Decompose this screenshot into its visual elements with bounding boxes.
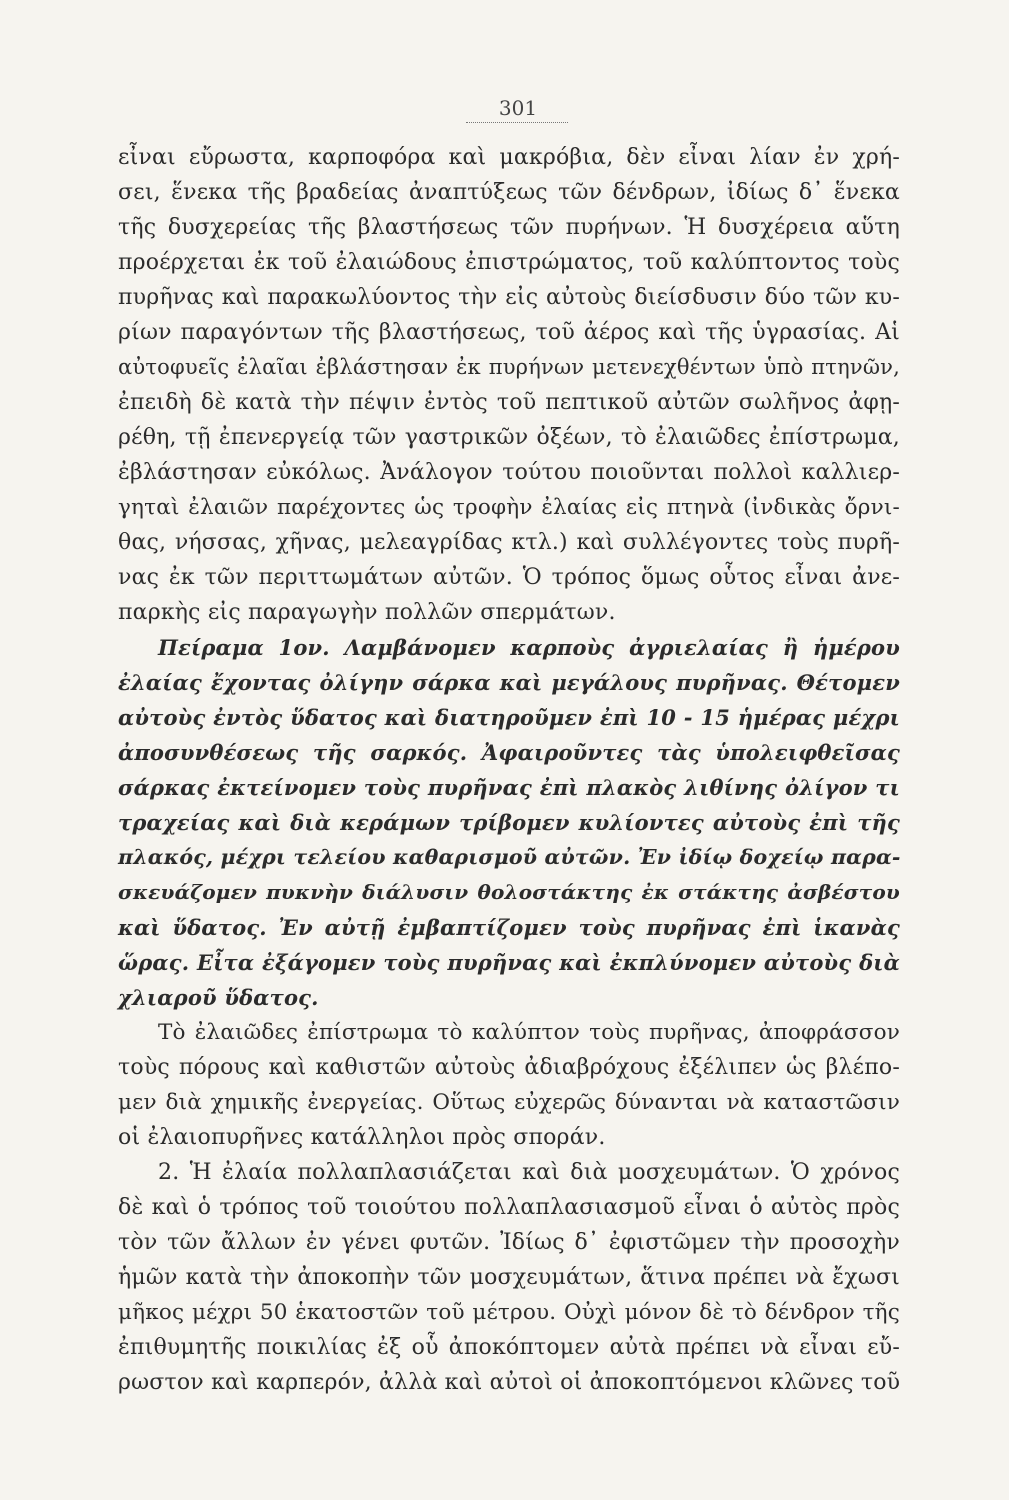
experiment-line: Πείραμα 1ον. Λαμβάνομεν καρποὺς ἀγριελαίας ἢ ἡμέρου: [158, 635, 900, 660]
text-line: ἐπειδὴ δὲ κατὰ τὴν πέψιν ἐντὸς τοῦ πεπτικοῦ αὐτῶν σωλῆνος ἀφῃ-: [118, 390, 900, 415]
text-line: ἐπιθυμητῆς ποικιλίας ἐξ οὗ ἀποκόπτομεν αὐτὰ πρέπει νὰ εἶναι εὔ-: [118, 1335, 900, 1360]
experiment-line: χλιαροῦ ὕδατος.: [118, 985, 319, 1010]
text-line: παρκὴς εἰς παραγωγὴν πολλῶν σπερμάτων.: [118, 600, 616, 625]
text-line: γηταὶ ἐλαιῶν παρέχοντες ὡς τροφὴν ἐλαίας εἰς πτηνὰ (ἰνδικὰς ὄρνι-: [118, 495, 900, 520]
text-line: πυρῆνας καὶ παρακωλύοντος τὴν εἰς αὐτοὺς διείσδυσιν δύο τῶν κυ-: [118, 285, 900, 310]
text-line: μῆκος μέχρι 50 ἑκατοστῶν τοῦ μέτρου. Οὐχὶ μόνον δὲ τὸ δένδρον τῆς: [118, 1300, 900, 1325]
experiment-line: σκευάζομεν πυκνὴν διάλυσιν θολοστάκτης ἐκ στάκτης ἀσβέστου: [118, 880, 900, 904]
text-line: ρέθη, τῇ ἐπενεργείᾳ τῶν γαστρικῶν ὀξέων, τὸ ἐλαιῶδες ἐπίστρωμα,: [118, 425, 900, 450]
text-line: ρίων παραγόντων τῆς βλαστήσεως, τοῦ ἀέρος καὶ τῆς ὑγρασίας. Αἱ: [118, 320, 900, 345]
text-line: μεν διὰ χημικῆς ἐνεργείας. Οὕτως εὐχερῶς δύνανται νὰ καταστῶσιν: [118, 1090, 900, 1115]
text-line: προέρχεται ἐκ τοῦ ἐλαιώδους ἐπιστρώματος, τοῦ καλύπτοντος τοὺς: [118, 250, 900, 275]
text-line: τοὺς πόρους καὶ καθιστῶν αὐτοὺς ἀδιαβρόχους ἐξέλιπεν ὡς βλέπο-: [118, 1055, 900, 1080]
experiment-line: τραχείας καὶ διὰ κεράμων τρίβομεν κυλίοντες αὐτοὺς ἐπὶ τῆς: [118, 810, 900, 835]
experiment-line: καὶ ὕδατος. Ἐν αὐτῇ ἐμβαπτίζομεν τοὺς πυρῆνας ἐπὶ ἱκανὰς: [118, 915, 900, 940]
text-line: θας, νήσσας, χῆνας, μελεαγρίδας κτλ.) καὶ συλλέγοντες τοὺς πυρῆ-: [118, 530, 900, 555]
experiment-line: πλακός, μέχρι τελείου καθαρισμοῦ αὐτῶν. Ἐν ἰδίῳ δοχείῳ παρα-: [118, 845, 901, 869]
text-line: τὸν τῶν ἄλλων ἐν γένει φυτῶν. Ἰδίως δ᾽ ἐφιστῶμεν τὴν προσοχὴν: [118, 1230, 900, 1255]
text-line: σει, ἕνεκα τῆς βραδείας ἀναπτύξεως τῶν δένδρων, ἰδίως δ᾽ ἕνεκα: [118, 180, 900, 205]
text-line: οἱ ἐλαιοπυρῆνες κατάλληλοι πρὸς σποράν.: [118, 1125, 606, 1150]
text-line: εἶναι εὔρωστα, καρποφόρα καὶ μακρόβια, δὲν εἶναι λίαν ἐν χρή-: [118, 145, 900, 170]
text-line: Τὸ ἐλαιῶδες ἐπίστρωμα τὸ καλύπτον τοὺς πυρῆνας, ἀποφράσσον: [158, 1020, 900, 1045]
text-line: 2. Ἡ ἐλαία πολλαπλασιάζεται καὶ διὰ μοσχευμάτων. Ὁ χρόνος: [158, 1160, 900, 1185]
text-line: ἡμῶν κατὰ τὴν ἀποκοπὴν τῶν μοσχευμάτων, ἅτινα πρέπει νὰ ἔχωσι: [118, 1265, 900, 1290]
text-line: τῆς δυσχερείας τῆς βλαστήσεως τῶν πυρήνων. Ἡ δυσχέρεια αὕτη: [118, 215, 900, 240]
body-text: [118, 140, 900, 1400]
page-number-rule: [466, 122, 568, 123]
text-line: ἐβλάστησαν εὐκόλως. Ἀνάλογον τούτου ποιοῦνται πολλοὶ καλλιερ-: [118, 460, 900, 485]
experiment-line: ἀποσυνθέσεως τῆς σαρκός. Ἀφαιροῦντες τὰς ὑπολειφθεῖσας: [118, 740, 900, 765]
text-line: δὲ καὶ ὁ τρόπος τοῦ τοιούτου πολλαπλασιασμοῦ εἶναι ὁ αὐτὸς πρὸς: [118, 1195, 900, 1220]
experiment-line: σάρκας ἐκτείνομεν τοὺς πυρῆνας ἐπὶ πλακὸς λιθίνης ὀλίγον τι: [118, 775, 900, 800]
experiment-line: ὥρας. Εἶτα ἐξάγομεν τοὺς πυρῆνας καὶ ἐκπλύνομεν αὐτοὺς διὰ: [118, 950, 900, 975]
page-number: 301: [498, 96, 538, 120]
experiment-line: ἐλαίας ἔχοντας ὀλίγην σάρκα καὶ μεγάλους πυρῆνας. Θέτομεν: [118, 670, 900, 695]
text-line: αὐτοφυεῖς ἐλαῖαι ἐβλάστησαν ἐκ πυρήνων μετενεχθέντων ὑπὸ πτηνῶν,: [118, 355, 900, 379]
experiment-line: αὐτοὺς ἐντὸς ὕδατος καὶ διατηροῦμεν ἐπὶ 10 - 15 ἡμέρας μέχρι: [118, 705, 900, 730]
text-line: ρωστον καὶ καρπερόν, ἀλλὰ καὶ αὐτοὶ οἱ ἀποκοπτόμενοι κλῶνες τοῦ: [118, 1370, 901, 1395]
text-line: νας ἐκ τῶν περιττωμάτων αὐτῶν. Ὁ τρόπος ὅμως οὗτος εἶναι ἀνε-: [118, 565, 900, 590]
